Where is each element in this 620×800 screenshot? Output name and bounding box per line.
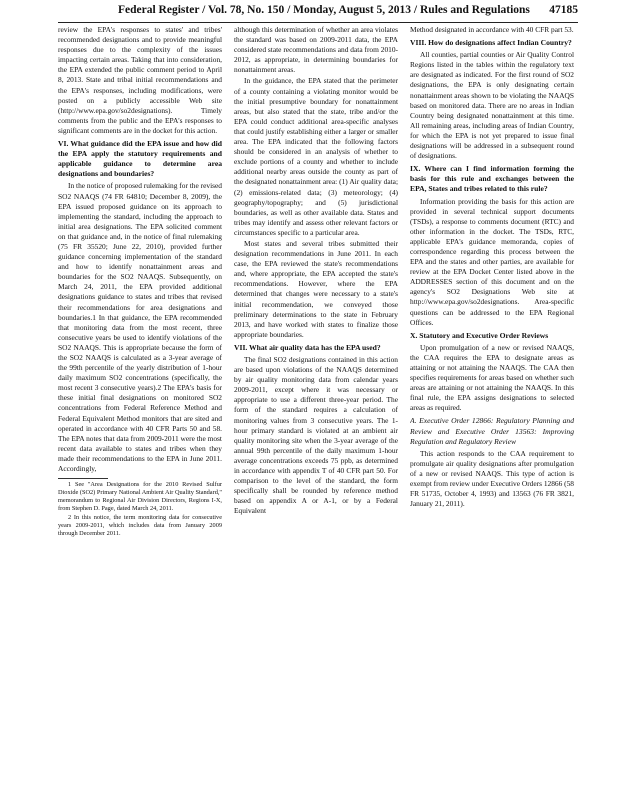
page-header [58,4,578,23]
footnote: 1 See "Area Designations for the 2010 Revised Sulfur Dioxide (SO2) Primary National Ambient Air Quality Standard," memorandum to Regional Air Division Directors, Regions I-X, from Stephen D. Page, dated March 24, 2011. [58,481,222,513]
paragraph: although this determination of whether an area violates the standard was based on 2009-2011 data, the EPA considered state recommendations and data from 2010-2012, as appropriate, in determining boundaries for nonattainment areas. [234,25,398,75]
section-heading: X. Statutory and Executive Order Reviews [410,330,549,340]
section-heading: VI. What guidance did the EPA issue and how did the EPA apply the statutory requirements and applicable guidance to determine area designations and boundaries? [58,139,222,179]
paragraph: Information providing the basis for this action are provided in several technical support documents (TSDs), a response to comments document (RTC) and other information in the docket. The TSDs, RTC, applicable EPA's guidance memoranda, copies of correspondence regarding this process between the EPA and the states and other parties, are available for review at the EPA Docket Center listed above in the ADDRESSES section of this document and on the agency's SO2 Designations Web site at http://www.epa.gov/so2designations. Area-specific questions can be addressed to the EPA Regional Offices. [410,196,574,327]
section-heading: IX. Where can I find information forming the basis for this rule and exchanges between the EPA, States and tribes related to this rule? [410,164,574,194]
paragraph: Most states and several tribes submitted their designation recommendations in June 2011. In each case, the EPA reviewed the state's recommendations and, where appropriate, the EPA accepted the state's recommendations. However, where the EPA determined that changes were necessary to a state's initial recommendation, we conveyed those preliminary determinations to the state in February 2013, and have worked with states to finalize those appropriate boundaries. [234,238,398,339]
section-heading: VII. What air quality data has the EPA used? [234,342,381,352]
running-title: Federal Register / Vol. 78, No. 150 / Monday, August 5, 2013 / Rules and Regulations [118,4,530,16]
subsection-heading: A. Executive Order 12866: Regulatory Planning and Review and Executive Order 13563: Improving Regulation and Regulatory Review [410,416,574,446]
paragraph: The final SO2 designations contained in this action are based upon violations of the NAAQS determined by air quality monitoring data from calendar years 2009-2011, except where it was necessary or appropriate to use a different three-year period. The form of the standard requires a calculation of monitoring values from 3 consecutive years. The 1-hour primary standard is violated at an ambient air quality monitoring site when the 3-year average of the annual 99th percentile of the daily maximum 1-hour average concentrations exceeds 75 ppb, as determined in accordance with appendix T of 40 CFR part 50. For comparison to the level of the standard, the form specifically shall be rounded by reference method based on appendix A or A-1, or by a Federal Equivalent [234,355,398,516]
paragraph: In the guidance, the EPA stated that the perimeter of a county containing a violating monitor would be the initial presumptive boundary for nonattainment areas, but also stated that the state, tribe and/or the EPA could conduct additional area-specific analyses that could justify establishing either a larger or smaller area. The EPA indicated that the following factors should be considered in an analysis of whether to exclude portions of a county and whether to include additional nearby areas outside the county as part of the designated nonattainment area: (1) Air quality data; (2) emissions-related data; (3) meteorology; (4) geography/topography; and (5) jurisdictional boundaries, as well as other available data. States and tribes may identify and assess other relevant factors or circumstances specific to a particular area. [234,76,398,237]
paragraph: Method designated in accordance with 40 CFR part 53. [410,25,574,34]
footnote-rule [58,478,108,479]
paragraph: This action responds to the CAA requirement to promulgate air quality designations after promulgation of a new or revised NAAQS. This type of action is exempt from review under Executive Orders 12866 (58 FR 51735, October 4, 1993) and 13563 (76 FR 3821, January 21, 2011). [410,448,574,509]
page-number: 47185 [549,4,578,16]
paragraph: In the notice of proposed rulemaking for the revised SO2 NAAQS (74 FR 64810; December 8, 2009), the EPA issued proposed guidance on its approach to implementing the standard, including the approach to initial area designations. The EPA solicited comment on that guidance and, in the notice of final rulemaking (75 FR 35520; June 22, 2010), provided further guidance concerning implementation of the standard and how to identify nonattainment areas and boundaries for the SO2 NAAQS. Subsequently, on March 24, 2011, the EPA provided additional designations guidance to states and tribes that revised their recommendations for area designations and boundaries.1 In that guidance, the EPA recommended that monitoring data from the most recent, three consecutive years be used to identify violations of the SO2 NAAQS. This is appropriate because the form of the SO2 NAAQS is calculated as a 3-year average of the 99th percentile of the yearly distribution of 1-hour daily maximum SO2 concentrations (specifically, the most recent 3 consecutive years).2 The EPA's basis for these initial final designations on monitored SO2 concentrations from Federal Reference Method and Federal Equivalent Method monitors that are sited and operated in accordance with 40 CFR Parts 50 and 58. The EPA notes that data from 2009-2011 were the most recent data available to states and tribes when they made their recommendations to the EPA in June 2011. Accordingly, [58,181,222,474]
footnote: 2 In this notice, the term monitoring data for consecutive years 2009-2011, which includes data from January 2009 through December 2011. [58,514,222,538]
text-column-3 [410,25,574,780]
paragraph: review the EPA's responses to states' and tribes' recommended designations and to provide meaningful responses due to the complexity of the issues impacting certain areas. Taking that into consideration, the EPA extended the public comment period to April 8, 2013. State and tribal initial recommendations and the EPA's responses, including modifications, were posted on a publicly accessible Web site (http://www.epa.gov/so2designations). Timely comments from the public and the EPA's responses to significant comments are in the docket for this action. [58,25,222,135]
text-column-2 [234,25,398,780]
paragraph: Upon promulgation of a new or revised NAAQS, the CAA requires the EPA to designate areas as attaining or not attaining the NAAQS. The CAA then specifies requirements for areas based on whether such areas are attaining or not attaining the NAAQS. In this final rule, the EPA assigns designations to selected areas as required. [410,342,574,413]
text-column-1 [58,25,222,780]
paragraph: All counties, partial counties or Air Quality Control Regions listed in the tables within the regulatory text are designated as indicated. For the first round of SO2 designations, the EPA is only designating certain nonattainment areas shown to be violating the NAAQS based on monitored data. There are no areas in Indian Country being designated nonattainment at this time. All remaining areas, including areas of Indian Country, for which the EPA is not yet prepared to issue final designations will be addressed in a subsequent round of designations. [410,50,574,161]
section-heading: VIII. How do designations affect Indian Country? [410,38,572,48]
